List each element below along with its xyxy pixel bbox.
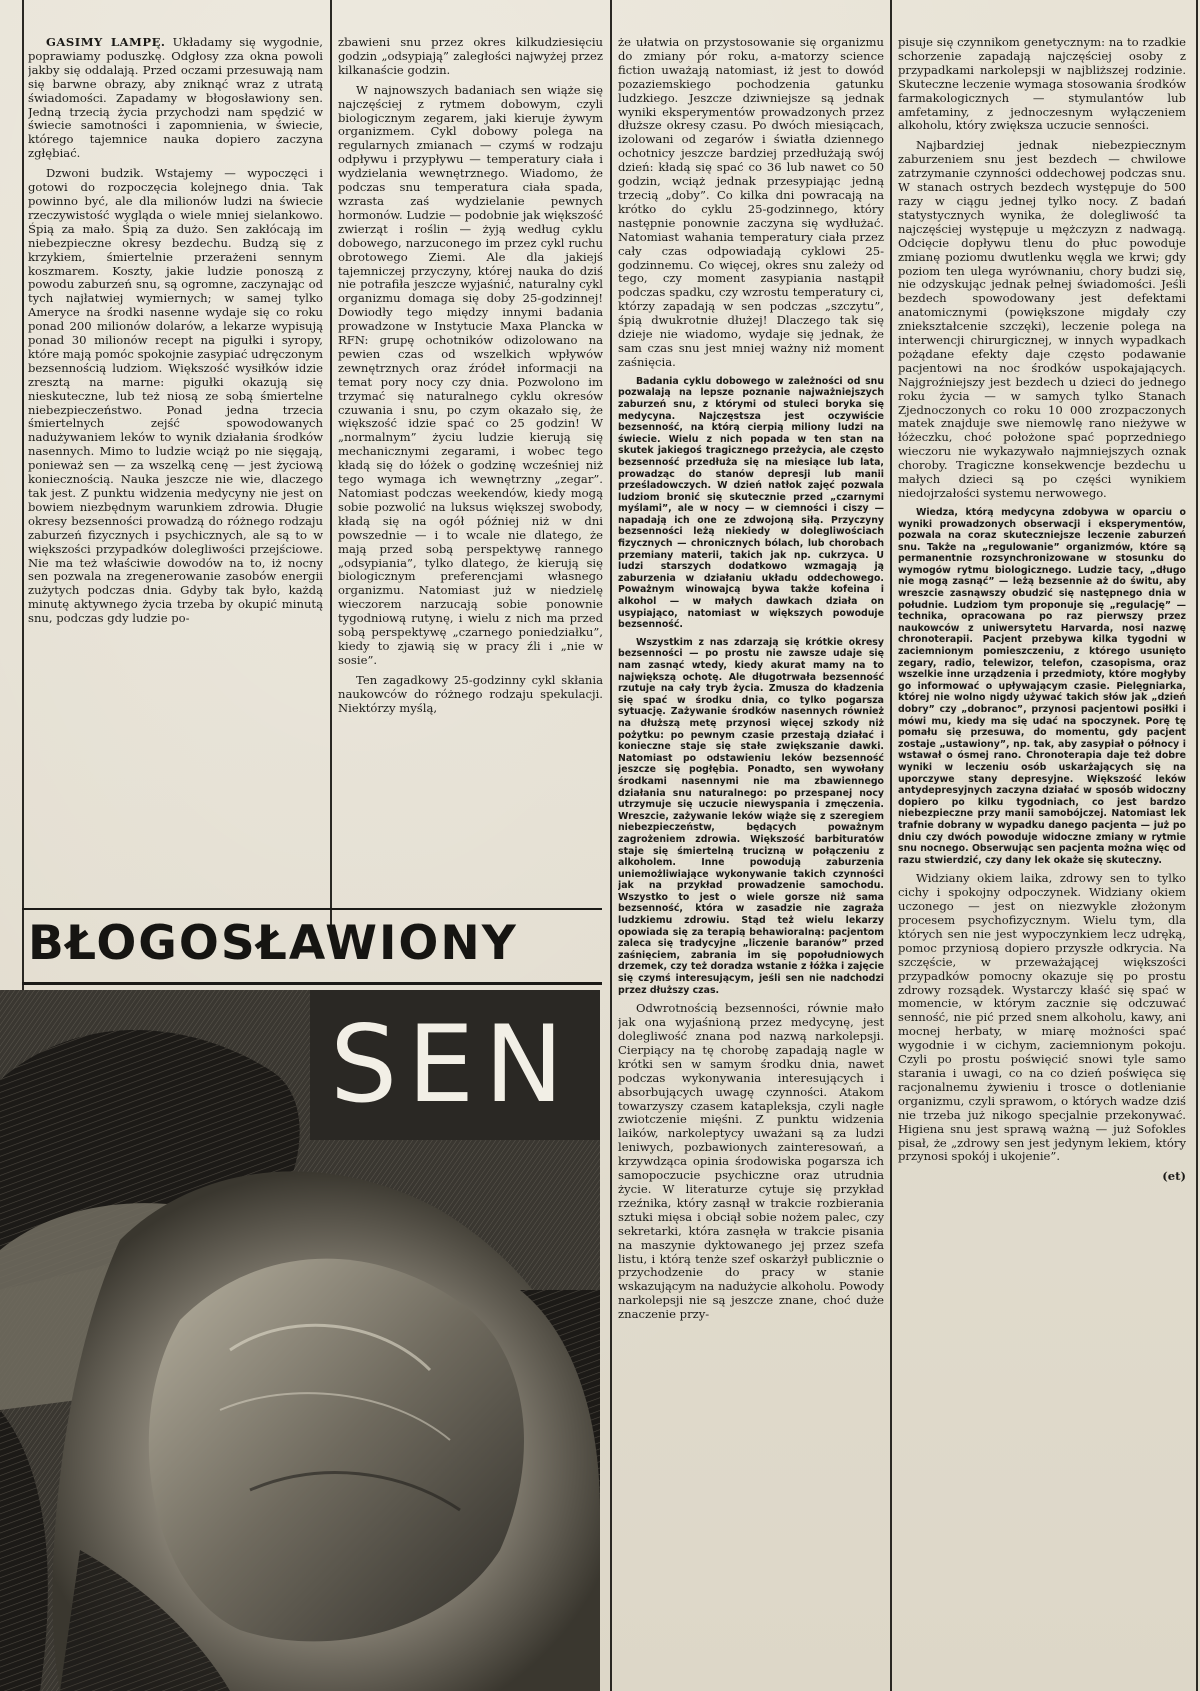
paragraph-text: Układamy się wygodnie, poprawiamy poduszkę. Odgłosy zza okna powoli jakby się oddalają. Przed oczami przesuwają nam się barwne obrazy, aby zniknąć wraz z utratą świadomości. Zapadamy w błogosławiony sen. Jedną trzecią życia przychodzi nam spędzić w świecie samotności i zapomnienia, w świecie, którego tajemnice nauka dopiero zaczyna zgłębiać.	[28, 36, 323, 161]
article-lead-in: GASIMY LAMPĘ.	[46, 36, 166, 49]
column-divider	[610, 0, 612, 1691]
article-headline: BŁOGOSŁAWIONY	[28, 916, 518, 971]
paragraph-text: zbawieni snu przez okres kilkudziesięciu godzin „odsypiają” zaległości najwyżej przez kilkanaście godzin.	[338, 36, 603, 77]
article-column-2	[338, 36, 603, 928]
paragraph-text: że ułatwia on przystosowanie się organizmu do zmiany pór roku, a-matorzy science fiction uważają natomiast, iż jest to dowód pozaziemskiego pochodzenia gatunku ludzkiego. Jeszcze dziwniejsze są jednak wyniki eksperymentów prowadzonych przez dłuższe okresy czasu. Po dwóch miesiącach, izolowani od zegarów i światła dziennego ochotnicy jeszcze bardziej przedłużają swój dzień: kładą się spać co 36 lub nawet co 50 godzin, wciąż jednak przesypiając jedną trzecią „doby”. Co kilka dni powracają na krótko do cyklu 25-godzinnego, który następnie ponownie zaczyna się wydłużać. Natomiast wahania temperatury ciała przez cały czas odpowiadają cyklowi 25-godzinnemu. Co więcej, okres snu zależy od tego, czy moment zasypiania nastąpił podczas spadku, czy wzrostu temperatury ci, którzy zapadają w sen podczas „szczytu”, śpią dwukrotnie dłużej! Dlaczego tak się dzieje nie wiadomo, wydaje się jednak, że sam czas snu jest mniej ważny niż moment zaśnięcia.	[618, 36, 884, 369]
headline-bottom-rule	[22, 982, 602, 985]
article-paragraph	[618, 1002, 884, 1322]
paragraph-text: pisuje się czynnikom genetycznym: na to rzadkie schorzenie zapadają najczęściej osoby z przypadkami narkolepsji w najbliższej rodzinie. Skuteczne leczenie wymaga stosowania środków farmakologicznych — stymulantów lub amfetaminy, z jednoczesnym wyłączeniem alkoholu, który zwiększa uczucie senności.	[898, 36, 1186, 133]
left-edge-line	[22, 0, 24, 1080]
column-divider	[330, 0, 332, 932]
paragraph-text: Ten zagadkowy 25-godzinny cykl skłania naukowców do różnego rodzaju spekulacji. Niektórzy myślą,	[338, 672, 603, 715]
article-paragraph	[898, 507, 1186, 866]
paragraph-text: Widziany okiem laika, zdrowy sen to tylko cichy i spokojny odpoczynek. Widziany okiem uczonego — jest on niezwykle złożonym procesem psychofizycznym. Wielu tym, dla których sen nie jest wypoczynkiem lecz udręką, pomoc przyniosą dopiero przyszłe odkrycia. Na szczęście, w przeważającej większości przypadków pomocny okazuje się po prostu zdrowy rozsądek. Wystarczy kłaść się spać w momencie, w którym zacznie się odczuwać senność, nie pić przed snem alkoholu, kawy, ani mocnej herbaty, w miarę możności spać wygodnie i w cichym, zaciemnionym pokoju. Czyli po prostu poświęcić snowi tyle samo starania i uwagi, co na co dzień poświęca się racjonalnemu żywieniu i trosce o dotlenianie organizmu, czyli sprawom, o których wadze dziś nie trzeba już nikogo specjalnie przekonywać. Higiena snu jest sprawą ważną — już Sofokles pisał, że „zdrowy sen jest jedynym lekiem, który przynosi spokój i ukojenie”.	[898, 871, 1186, 1164]
article-paragraph	[618, 376, 884, 631]
paragraph-text: Wszystkim z nas zdarzają się krótkie okresy bezsenności — po prostu nie zawsze udaje się nam zasnąć wtedy, kiedy akurat mamy na to największą ochotę. Ale długotrwała bezsenność rzutuje na cały tryb życia. Zmusza do kładzenia się spać w środku dnia, co tylko pogarsza sytuację. Zażywanie środków nasennych również na dłuższą metę przynosi więcej szkody niż pożytku: po pewnym czasie przestają działać i konieczne staje się stałe zwiększanie dawki. Natomiast po odstawieniu leków bezsenność jeszcze się pogłębia. Ponadto, sen wywołany środkami nasennymi nie ma zbawiennego działania snu naturalnego: po przespanej nocy utrzymuje się uczucie niewyspania i zmęczenia. Wreszcie, zażywanie leków wiąże się z szeregiem niebezpieczeństw, będących poważnym zagrożeniem zdrowia. Większość barbituratów staje się śmiertelną trucizną w połączeniu z alkoholem. Inne powodują zaburzenia uniemożliwiające wykonywanie takich czynności jak na przykład prowadzenie samochodu. Wszystko to jest o wiele gorsze niż sama bezsenność, która w zasadzie nie zagraża ludzkiemu zdrowiu. Stąd też wielu lekarzy opowiada się za terapią behawioralną: pacjentom zaleca się tradycyjne „liczenie baranów” przed zaśnięciem, zabrania im się popołudniowych drzemek, czy też doradza wstanie z łóżka i zajęcie się czymś interesującym, jeśli sen nie nadchodzi przez dłuższy czas.	[618, 636, 884, 996]
article-column-1	[28, 36, 323, 928]
right-edge-line	[1196, 0, 1198, 1691]
paragraph-text: Dzwoni budzik. Wstajemy — wypoczęci i gotowi do rozpoczęcia kolejnego dnia. Tak powinno być, ale dla milionów ludzi na świecie rzeczywistość wygląda o wiele mniej sielankowo. Śpią za mało. Śpią za dużo. Sen zakłócają im niebezpieczne okresy bezdechu. Budzą się z krzykiem, śmiertelnie przerażeni sennym koszmarem. Koszty, jakie ludzie ponoszą z powodu zaburzeń snu, są ogromne, zaczynając od tych najłatwiej wymiernych; w samej tylko Ameryce na środki nasenne wydaje się co roku ponad 200 milionów dolarów, a lekarze wypisują ponad 30 milionów recept na pigułki i syropy, które mają pomóc spokojnie zasypiać udręczonym bezsennością ludziom. Większość wysiłków idzie zresztą na marne: pigułki okazują się nieskuteczne, lub też niosą ze sobą śmiertelne niebezpieczeństwo. Ponad jedna trzecia śmiertelnych zejść spowodowanych nadużywaniem leków to wynik działania środków nasennych. Mimo to ludzie wciąż po nie sięgają, ponieważ sen — za wszelką cenę — jest życiową koniecznością. Nauka jeszcze nie wie, dlaczego tak jest. Z punktu widzenia medycyny nie jest on bowiem niezbędnym warunkiem zdrowia. Długie okresy bezsenności prowadzą do różnego rodzaju zaburzeń fizycznych i psychicznych, ale są to w większości przypadków dolegliwości przejściowe. Nie ma też właściwie dowodów na to, iż nocny sen pozwala na zregenerowanie zasobów energii zużytych podczas dnia. Gdyby tak było, każdą minutę aktywnego życia trzeba by okupić minutą snu, podczas gdy ludzie po-	[28, 166, 323, 626]
article-paragraph	[338, 674, 603, 716]
article-column-3	[618, 36, 884, 1684]
paragraph-text: W najnowszych badaniach sen wiąże się najczęściej z rytmem dobowym, czyli biologicznym zegarem, jaki kieruje żywym organizmem. Cykl dobowy polega na regularnych zmianach — czymś w rodzaju odpływu i przypływu — temperatury ciała i wydzielania wewnętrznego. Wiadomo, że podczas snu temperatura ciała spada, wzrasta zaś wydzielanie pewnych hormonów. Ludzie — podobnie jak większość zwierząt i roślin — żyją według cyklu dobowego, narzuconego im przez cykl ruchu obrotowego Ziemi. Ale dla jakiejś tajemniczej przyczyny, której nauka do dziś nie potrafiła jeszcze wyjaśnić, naturalny cykl organizmu domaga się doby 25-godzinnej! Dowiodły tego między innymi badania prowadzone w Instytucie Maxa Plancka w RFN: grupę ochotników odizolowano na pewien czas od wszelkich wpływów zewnętrznych oraz źródeł informacji na temat pory nocy czy dnia. Pozwolono im trzymać się naturalnego cyklu okresów czuwania i snu, po czym okazało się, że większość idzie spać co 25 godzin! W „normalnym” życiu ludzie kierują się mechanicznymi zegarami, i wobec tego kładą się do łóżek o godzinę wcześniej niż tego wymaga ich wewnętrzny „zegar”. Natomiast podczas weekendów, kiedy mogą sobie pozwolić na luksus większej swobody, kładą się na ogół później niż w dni powszednie — i to wcale nie dlatego, że mają przed sobą perspektywę rannego „odsypiania”, tylko dlatego, że kierują się biologicznym preferencjami własnego organizmu. Natomiast już w niedzielę wieczorem narzucają sobie ponownie tygodniową rutynę, i wielu z nich ma przed sobą perspektywę „czarnego poniedziałku”, kiedy to zjawią się w pracy źli i „nie w sosie”.	[338, 82, 603, 667]
article-paragraph	[618, 637, 884, 996]
article-paragraph	[618, 36, 884, 370]
article-subhead: SEN	[330, 1010, 574, 1120]
article-column-4	[898, 36, 1186, 1684]
column-divider	[890, 0, 892, 1691]
paragraph-text: Odwrotnością bezsenności, równie mało jak ona wyjaśnioną przez medycynę, jest dolegliwość znana pod nazwą narkolepsji. Cierpiący na tę chorobę zapadają nagle w krótki sen w samym środku dnia, nawet podczas wykonywania interesujących i absorbujących uwagę czynności. Atakom towarzyszy czasem katapleksja, czyli nagłe zwiotczenie mięśni. Z punktu widzenia laików, narkoleptycy uważani są za ludzi leniwych, pozbawionych zainteresowań, a krzywdząca opinia środowiska pogarsza ich samopoczucie psychiczne oraz utrudnia życie. W literaturze cytuje się przykład rzeźnika, który zasnął w trakcie rozbierania sztuki mięsa i obciął sobie nożem palec, czy sekretarki, która zasnęła w trakcie pisania na maszynie dyktowanego jej przez szefa listu, i którą tenże szef oskarżył publicznie o przychodzenie do pracy w stanie wskazującym na nadużycie alkoholu. Powody narkolepsji nie są jeszcze znane, choć duże znaczenie przy-	[618, 1001, 884, 1322]
paragraph-text: Wiedza, którą medycyna zdobywa w oparciu o wyniki prowadzonych obserwacji i eksperymentów, pozwala na coraz skuteczniejsze leczenie zaburzeń snu. Także na „regulowanie” organizmów, które są permanentnie rozsynchronizowane w stosunku do wymogów rytmu biologicznego. Ludzie tacy, „długo nie mogą zasnąć” — leżą bezsennie aż do świtu, aby wreszcie zasnąwszy obudzić się następnego dnia w południe. Ludziom tym proponuje się „regulację” — technika, opracowana po raz pierwszy przez naukowców z uniwersytetu Harvarda, nosi nazwę chronoterapii. Pacjent przebywa kilka tygodni w zaciemnionym pomieszczeniu, z którego usunięto zegary, radio, telewizor, telefon, czasopisma, oraz wszelkie inne urządzenia i przedmioty, które mogłyby go informować o upływającym czasie. Pielęgniarka, której nie wolno nigdy używać takich słów jak „dzień dobry” czy „dobranoc”, przynosi pacjentowi posiłki i mówi mu, kiedy ma się udać na spoczynek. Porę tę pomału się przesuwa, do momentu, gdy pacjent zostaje „ustawiony”, np. tak, aby zasypiał o północy i wstawał o ósmej rano. Chronoterapia daje też dobre wyniki w leczeniu osób uskarżających się na uporczywe stany depresyjne. Większość leków antydepresyjnych zaczyna działać w sposób widoczny dopiero po kilku tygodniach, co jest bardzo niebezpieczne przy manii samobójczej. Natomiast lek trafnie dobrany w wypadku danego pacjenta — już po dniu czy dwóch powoduje widoczne zmiany w rytmie snu nocnego. Obserwując sen pacjenta można więc od razu stwierdzić, czy dany lek okaże się skuteczny.	[898, 506, 1186, 866]
paragraph-text: Badania cyklu dobowego w zależności od snu pozwalają na lepsze poznanie najważniejszych zaburzeń snu, z którymi od stuleci boryka się medycyna. Najczęstsza jest oczywiście bezsenność, na którą cierpią miliony ludzi na świecie. Wielu z nich popada w ten stan na skutek jakiegoś tragicznego przeżycia, ale często bezsenność przedłuża się na miesiące lub lata, prowadząc do stanów depresji lub manii prześladowczych. W dzień natłok zajęć pozwala ludziom bronić się skutecznie przed „czarnymi myślami”, ale w nocy — w ciemności i ciszy — napadają ich one ze zdwojoną siłą. Przyczyny bezsenności leżą niekiedy w dolegliwościach fizycznych — chronicznych bólach, lub chorobach przemiany materii, takich jak np. cukrzyca. U ludzi starszych dodatkowo wzmagają ją zaburzenia w działaniu układu oddechowego. Poważnym winowajcą bywa także kofeina i alkohol — w małych dawkach działa on usypiająco, natomiast w większych powoduje bezsenność.	[618, 375, 884, 631]
article-paragraph	[28, 36, 323, 161]
paragraph-text: Najbardziej jednak niebezpiecznym zaburzeniem snu jest bezdech — chwilowe zatrzymanie czynności oddechowej podczas snu. W stanach ostrych bezdech występuje do 500 razy w ciągu jednej tylko nocy. Z badań statystycznych wynika, że dolegliwość ta najczęściej występuje u mężczyzn z nadwagą. Odcięcie dopływu tlenu do płuc powoduje zmianę poziomu dwutlenku węgla we krwi; gdy poziom ten ulega wyrównaniu, chory budzi się, nie odzyskując jednak pełnej świadomości. Jeśli bezdech spowodowany jest defektami anatomicznymi (powiększone migdały czy zniekształcenie szczęki), leczenie polega na interwencji chirurgicznej, w innych wypadkach pożądane efekty daje często podawanie pacjentowi na noc środków uspokajających. Najgroźniejszy jest bezdech u dzieci do jednego roku życia — w samych tylko Stanach Zjednoczonych co roku 10 000 zrozpaczonych matek znajduje swe niemowlę rano nieżywe w łóżeczku, choć położone spać poprzedniego wieczoru nie wykazywało najmniejszych oznak choroby. Tragiczne konsekwencje bezdechu u małych dzieci są po części wynikiem niedojrzałości systemu nerwowego.	[898, 138, 1186, 500]
author-signature: (et)	[1162, 1169, 1186, 1184]
article-paragraph	[338, 84, 603, 668]
article-paragraph	[898, 36, 1186, 133]
article-paragraph	[898, 872, 1186, 1164]
article-paragraph	[898, 139, 1186, 501]
article-paragraph	[28, 167, 323, 626]
article-paragraph	[338, 36, 603, 78]
